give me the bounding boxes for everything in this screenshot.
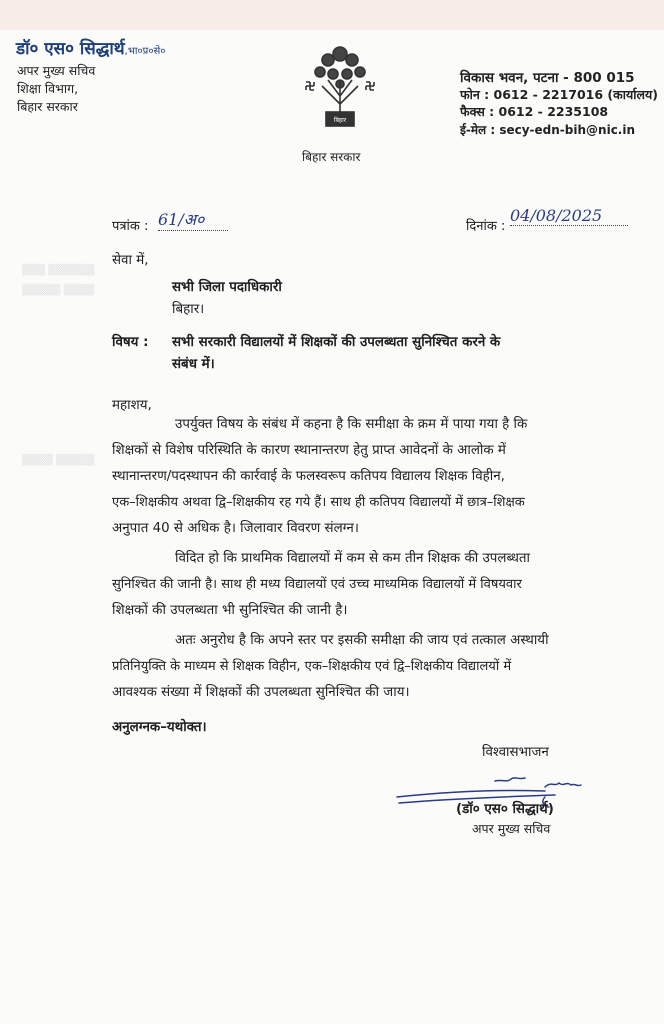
dinank-field (510, 206, 630, 226)
subject-label: विषय : (112, 335, 149, 350)
dinank-label: दिनांक : (466, 219, 506, 234)
svg-text:बिहार: बिहार (333, 117, 347, 124)
para2-line: सुनिश्चित की जानी है। साथ ही मध्य विद्यालयों एवं उच्च माध्यमिक विद्यालयों में विषयवार (112, 577, 522, 592)
para1-line: शिक्षकों से विशेष परिस्थिति के कारण स्थानान्तरण हेतु प्राप्त आवेदनों के आलोक में (112, 443, 506, 458)
enclosure-note: अनुलग्नक–यथोक्त। (112, 720, 207, 735)
para1-line: उपर्युक्त विषय के संबंध में कहना है कि समीक्षा के क्रम में पाया गया है कि (175, 417, 528, 432)
bleed-through-mark: ▒▒▒▒▒ ▒▒▒▒ (22, 285, 95, 296)
office-address: विकास भवन, पटना - 800 015 (460, 70, 635, 86)
para3-line: प्रतिनियुक्ति के माध्यम से शिक्षक विहीन, एक–शिक्षकीय एवं द्वि–शिक्षकीय विद्यालयों में (112, 659, 512, 674)
sender-department: शिक्षा विभाग, (17, 81, 79, 96)
sender-degree: ,भा०प्र०से० (124, 46, 166, 57)
bihar-emblem-icon (300, 34, 380, 144)
image-top-band (0, 0, 664, 30)
sender-name: डॉ० एस० सिद्धार्थ,भा०प्र०से० (16, 39, 166, 59)
recipient-state: बिहार। (172, 302, 205, 317)
para1-line: एक–शिक्षकीय अथवा द्वि–शिक्षकीय रह गये हैं। साथ ही कतिपय विद्यालयों में छात्र–शिक्षक (112, 495, 525, 510)
seva-me: सेवा में, (112, 253, 149, 268)
signed-designation: अपर मुख्य सचिव (472, 821, 551, 836)
sender-designation: अपर मुख्य सचिव (17, 63, 96, 78)
office-fax: फैक्स : 0612 - 2235108 (460, 104, 609, 119)
bleed-through-mark: ▒▒▒▒ ▒▒▒▒▒ (22, 455, 95, 466)
recipient-title: सभी जिला पदाधिकारी (172, 280, 282, 295)
subject-line-1: सभी सरकारी विद्यालयों में शिक्षकों की उपलब्धता सुनिश्चित करने के (172, 335, 501, 350)
salutation: महाशय, (112, 398, 152, 413)
para1-line: अनुपात 40 से अधिक है। जिलावार विवरण संलग्न। (112, 521, 359, 536)
para2-line: शिक्षकों की उपलब्धता भी सुनिश्चित की जानी है। (112, 603, 348, 618)
para2-line: विदित हो कि प्राथमिक विद्यालयों में कम से कम तीन शिक्षक की उपलब्धता (175, 551, 531, 566)
office-email: ई-मेल : secy-edn-bih@nic.in (460, 123, 636, 137)
patrank-label: पत्रांक : (112, 219, 149, 234)
para3-line: अतः अनुरोध है कि अपने स्तर पर इसकी समीक्षा की जाय एवं तत्काल अस्थायी (175, 633, 549, 648)
emblem-caption: बिहार सरकार (302, 150, 361, 164)
office-phone: फोन : 0612 - 2217016 (कार्यालय) (460, 87, 658, 102)
subject-line-2: संबंध में। (172, 357, 215, 372)
bleed-through-mark: ▒▒▒ ▒▒▒▒▒▒ (22, 265, 95, 276)
dinank-value: 04/08/2025 (510, 206, 628, 226)
para1-line: स्थानान्तरण/पदस्थापन की कार्रवाई के फलस्वरूप कतिपय विद्यालय शिक्षक विहीन, (112, 469, 505, 484)
closing-vishwasbhajan: विश्वासभाजन (482, 745, 549, 760)
patrank-field (158, 208, 228, 231)
patrank-value: 61/अ० (158, 208, 228, 231)
signed-name: (डॉ० एस० सिद्धार्थ) (456, 802, 554, 817)
sender-government: बिहार सरकार (17, 99, 78, 114)
para3-line: आवश्यक संख्या में शिक्षकों की उपलब्धता सुनिश्चित की जाय। (112, 685, 410, 700)
